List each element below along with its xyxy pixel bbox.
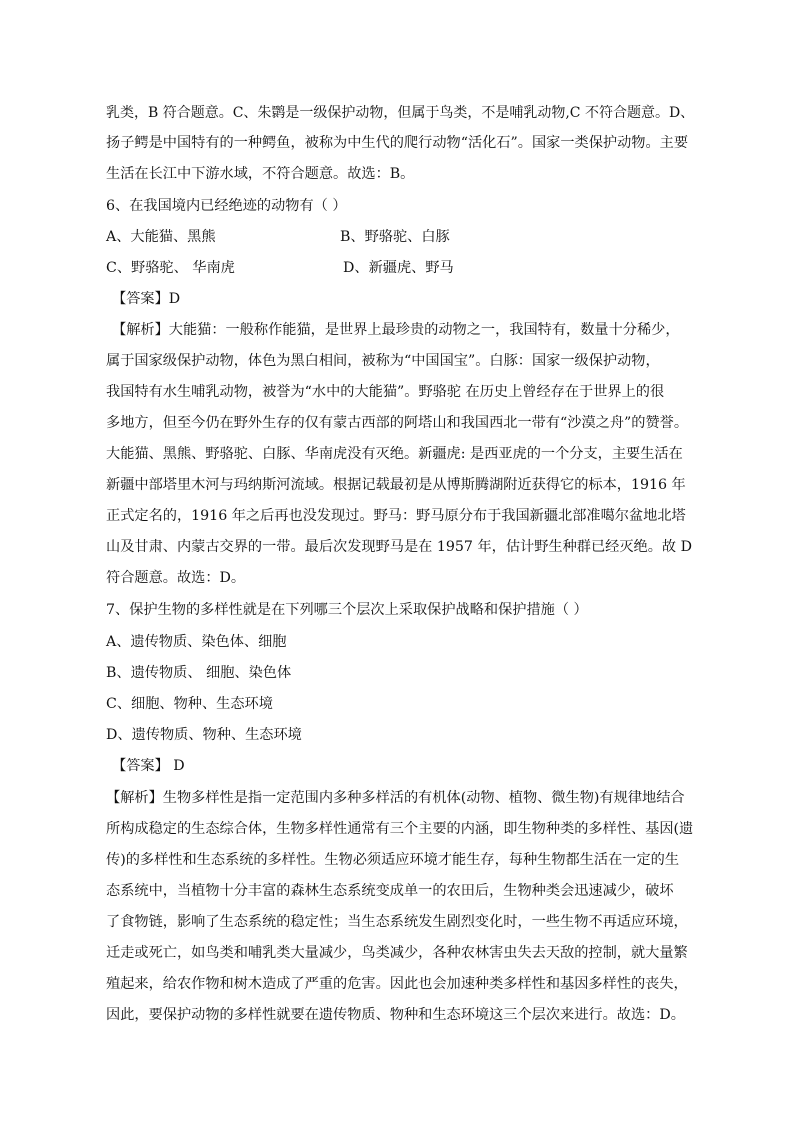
question-7-answer: 【答案】 D bbox=[112, 758, 185, 774]
option-b: B、遗传物质、 细胞、染色体 bbox=[106, 665, 292, 681]
question-6-answer: 【答案】D bbox=[112, 291, 181, 307]
analysis-line: 新疆中部塔里木河与玛纳斯河流域。根据记载最初是从博斯腾湖附近获得它的标本，1916 年 bbox=[106, 477, 686, 493]
question-6-stem: 6、在我国境内已经绝迹的动物有（ ） bbox=[106, 198, 347, 214]
option-c: C、野骆驼、 华南虎 bbox=[106, 260, 235, 276]
analysis-line: 正式定名的，1916 年之后再也没发现过。野马：野马原分布于我国新疆北部准噶尔盆地北塔 bbox=[106, 508, 686, 524]
option-a: A、大能猫、黑熊 bbox=[106, 229, 216, 245]
analysis-line: 殖起来，给农作物和树木造成了严重的危害。因此也会加速种类多样性和基因多样性的丧失， bbox=[106, 976, 688, 992]
analysis-line: 山及甘肃、内蒙古交界的一带。最后次发现野马是在 1957 年，估计野生种群已经灭绝。故 D bbox=[106, 539, 692, 555]
analysis-line: 扬子鳄是中国特有的一种鳄鱼，被称为中生代的爬行动物“活化石”。国家一类保护动物。主要 bbox=[106, 135, 689, 151]
analysis-line: 符合题意。故选：D。 bbox=[106, 570, 246, 586]
analysis-line: 迁走或死亡，如鸟类和哺乳类大量减少，鸟类减少，各种农林害虫失去天敌的控制，就大量繁 bbox=[106, 945, 688, 961]
analysis-line: 我国特有水生哺乳动物，被誉为“水中的大能猫”。野骆驼 在历史上曾经存在于世界上的很 bbox=[106, 384, 665, 400]
analysis-line: 属于国家级保护动物，体色为黑白相间，被称为“中国国宝”。白豚：国家一级保护动物， bbox=[106, 353, 660, 369]
option-c: C、细胞、物种、生态环境 bbox=[106, 696, 273, 712]
question-7-stem: 7、保护生物的多样性就是在下列哪三个层次上采取保护战略和保护措施（ ） bbox=[106, 602, 588, 618]
analysis-line: 多地方，但至今仍在野外生存的仅有蒙古西部的阿塔山和我国西北一带有“沙漠之舟”的赞誉。 bbox=[106, 415, 689, 431]
option-b: B、野骆驼、白豚 bbox=[340, 229, 450, 245]
analysis-line: 所构成稳定的生态综合体，生物多样性通常有三个主要的内涵，即生物种类的多样性、基因(遗 bbox=[106, 821, 694, 837]
analysis-line: 态系统中，当植物十分丰富的森林生态系统变成单一的农田后，生物种类会迅速减少，破坏 bbox=[106, 883, 674, 899]
analysis-line: 【解析】生物多样性是指一定范围内多种多样活的有机体(动物、植物、微生物)有规律地结合 bbox=[106, 790, 685, 806]
analysis-line: 【解析】大能猫：一般称作能猫，是世界上最珍贵的动物之一，我国特有，数量十分稀少， bbox=[112, 322, 680, 338]
option-d: D、新疆虎、野马 bbox=[343, 260, 454, 276]
question-6-options-row-2 bbox=[106, 258, 606, 278]
analysis-line: 大能猫、黑熊、野骆驼、白豚、华南虎没有灭绝。新疆虎: 是西亚虎的一个分支，主要生活在 bbox=[106, 446, 683, 462]
question-6-options-row-1 bbox=[106, 227, 606, 247]
analysis-line: 因此，要保护动物的多样性就要在遗传物质、物种和生态环境这三个层次来进行。故选：D。 bbox=[106, 1007, 685, 1023]
analysis-line: 传)的多样性和生态系统的多样性。生物必须适应环境才能生存，每种生物都生活在一定的生 bbox=[106, 852, 680, 868]
analysis-line: 生活在长江中下游水域，不符合题意。故选：B。 bbox=[106, 166, 415, 182]
analysis-line: 乳类，B 符合题意。C、朱鹮是一级保护动物，但属于鸟类，不是哺乳动物,C 不符合题意。D、 bbox=[106, 105, 695, 121]
option-a: A、遗传物质、染色体、细胞 bbox=[106, 634, 287, 650]
option-d: D、遗传物质、物种、生态环境 bbox=[106, 727, 302, 743]
analysis-line: 了食物链，影响了生态系统的稳定性；当生态系统发生剧烈变化时，一些生物不再适应环境， bbox=[106, 914, 688, 930]
